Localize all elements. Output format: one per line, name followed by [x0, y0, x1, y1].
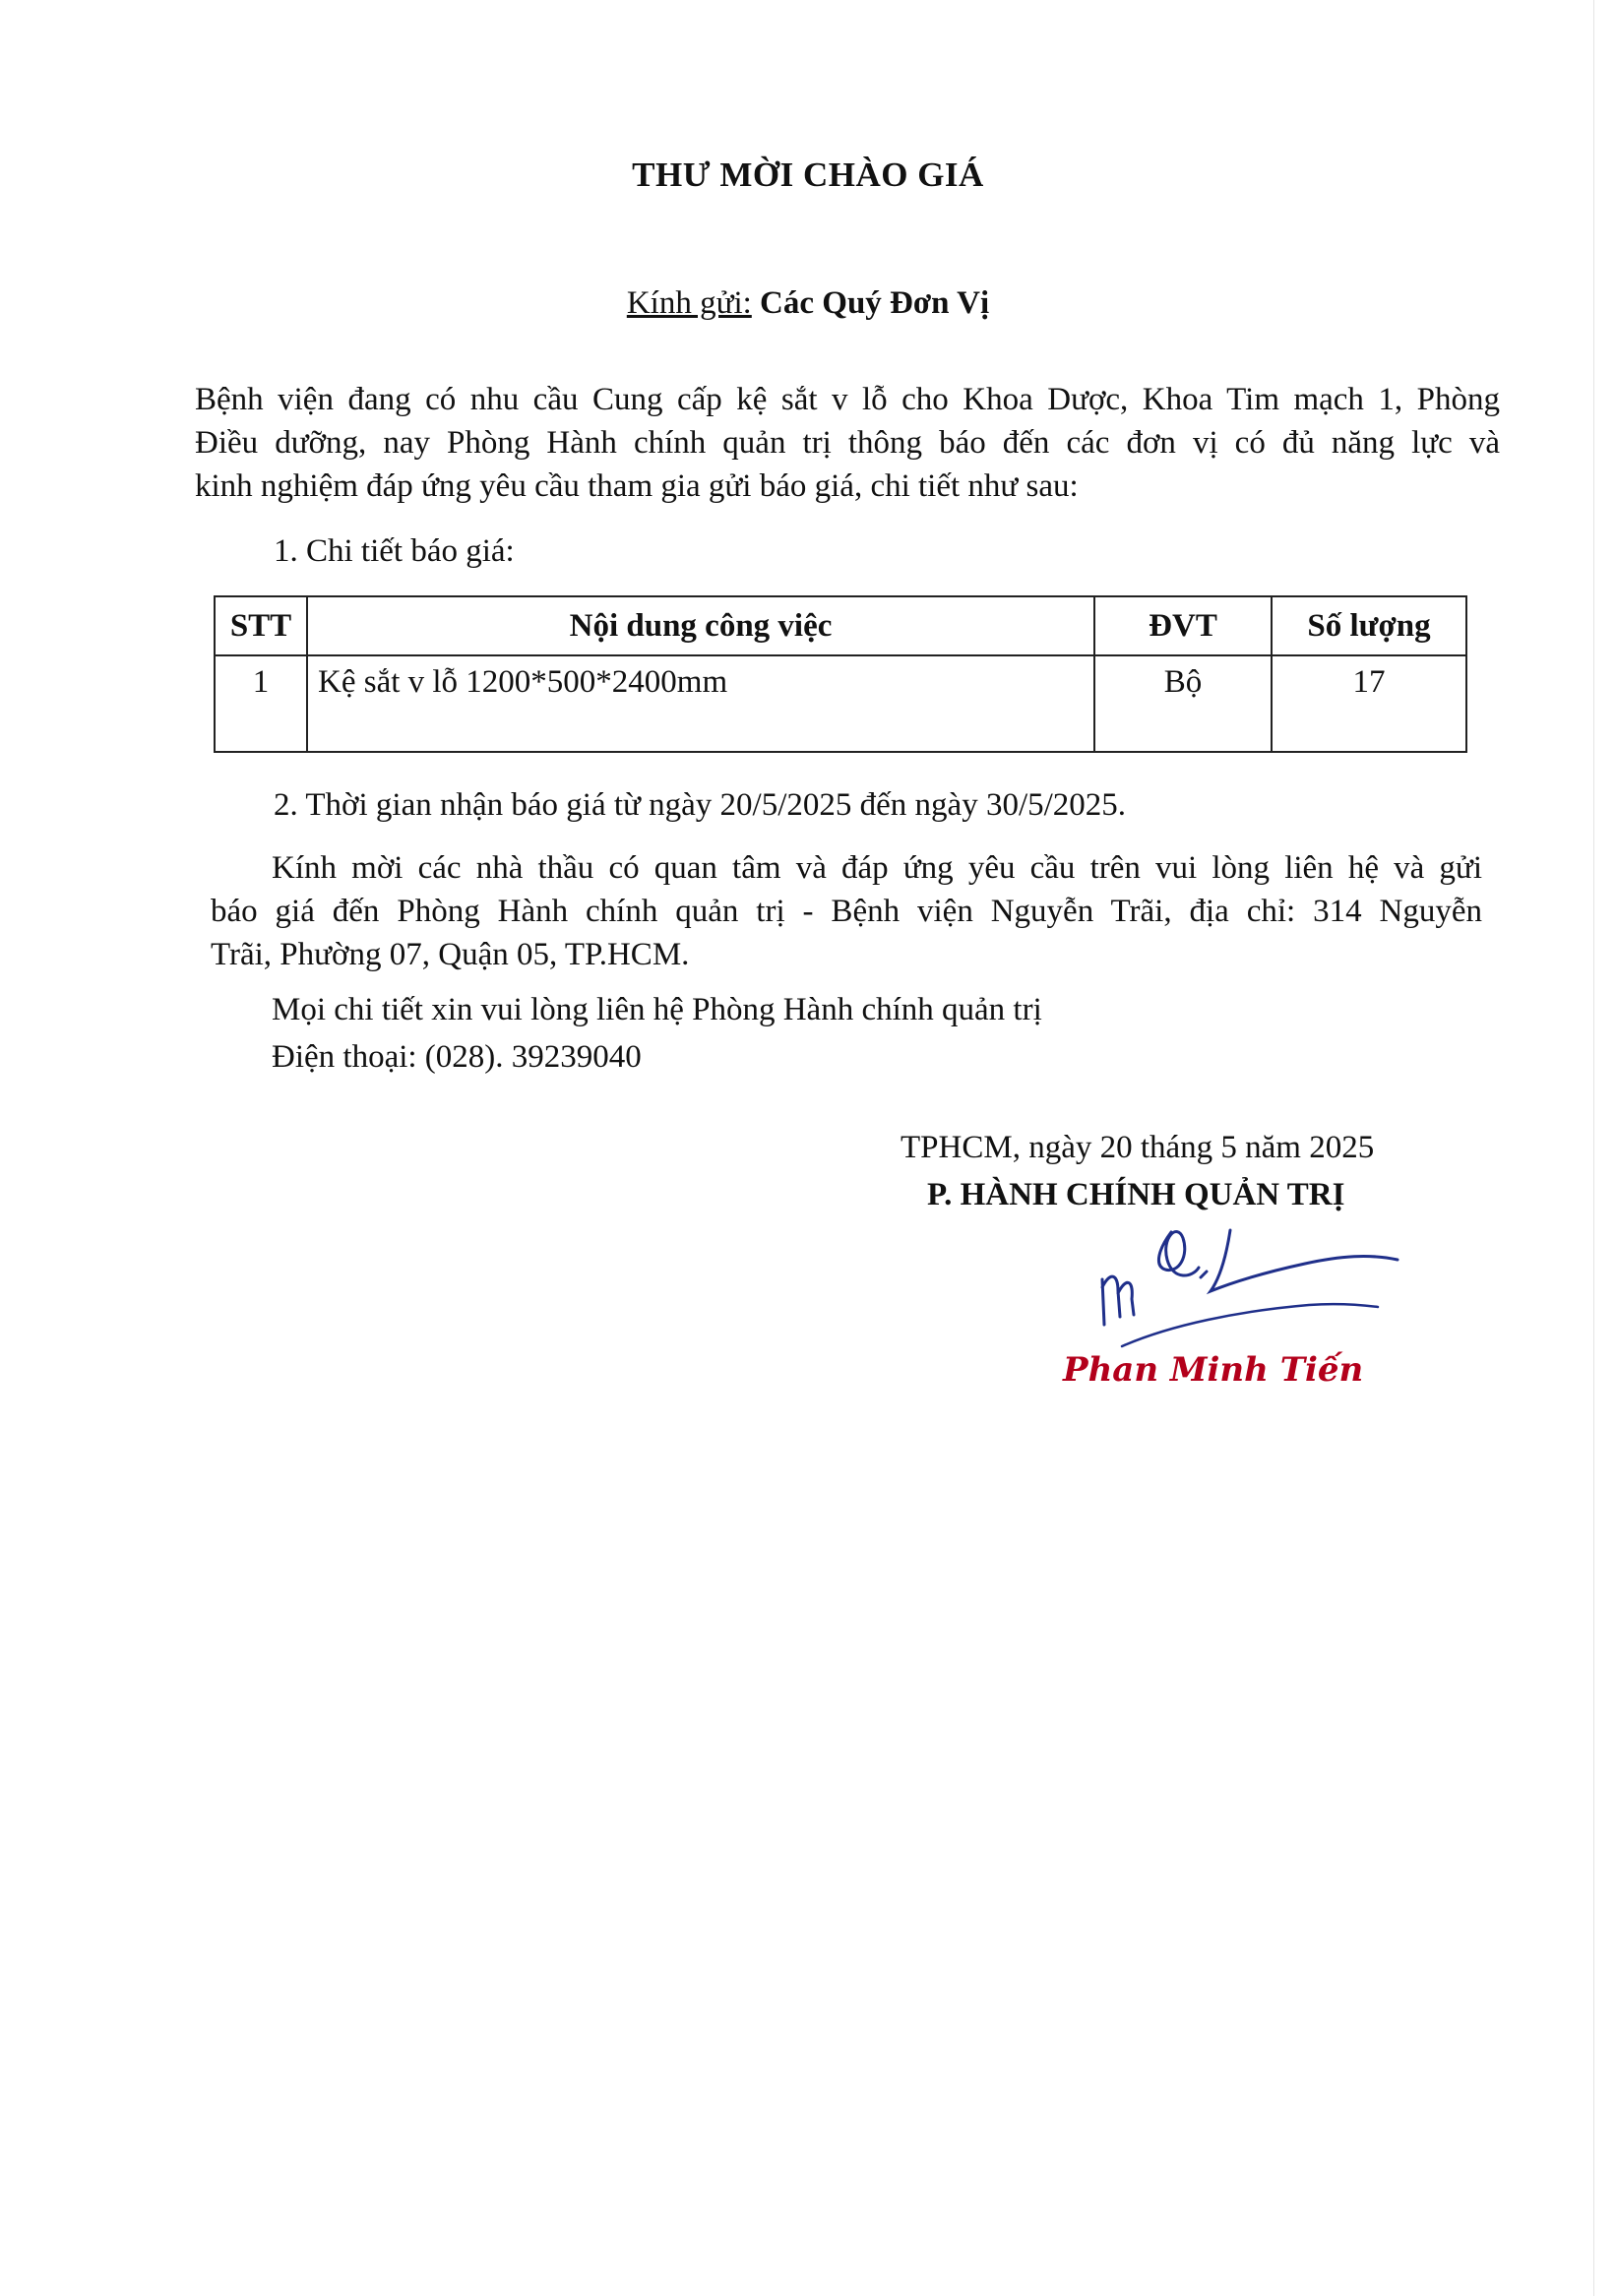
table-header-row	[215, 596, 1466, 655]
handwritten-signature	[1083, 1209, 1407, 1356]
table-row	[215, 655, 1466, 752]
signature-department: P. HÀNH CHÍNH QUẢN TRỊ	[927, 1177, 1345, 1212]
recipient-line	[0, 285, 1616, 322]
page-edge	[1593, 0, 1594, 2296]
item-2-deadline: 2. Thời gian nhận báo giá từ ngày 20/5/2025 đến ngày 30/5/2025.	[274, 787, 1127, 823]
cell-quantity: 17	[1272, 655, 1466, 752]
document-title: THƯ MỜI CHÀO GIÁ	[632, 155, 984, 194]
quote-table	[214, 595, 1467, 753]
intro-line: Bệnh viện đang có nhu cầu Cung cấp kệ sắt v lỗ cho Khoa Dược, Khoa Tim mạch 1, Phòng	[195, 382, 1500, 417]
signature-stroke	[1211, 1230, 1398, 1291]
closing-line: Trãi, Phường 07, Quận 05, TP.HCM.	[211, 937, 690, 972]
header-quantity: Số lượng	[1272, 596, 1466, 655]
signer-name: Phan Minh Tiến	[1063, 1350, 1364, 1390]
phone-line: Điện thoại: (028). 39239040	[272, 1039, 642, 1075]
signature-date: TPHCM, ngày 20 tháng 5 năm 2025	[901, 1130, 1375, 1165]
closing-paragraph	[211, 846, 1482, 976]
intro-line: Điều dưỡng, nay Phòng Hành chính quản trị thông báo đến các đơn vị có đủ năng lực và	[195, 425, 1500, 461]
contact-line: Mọi chi tiết xin vui lòng liên hệ Phòng Hành chính quản trị	[272, 992, 1042, 1027]
intro-line: kinh nghiệm đáp ứng yêu cầu tham gia gửi báo giá, chi tiết như sau:	[195, 468, 1079, 504]
closing-line: Kính mời các nhà thầu có quan tâm và đáp ứng yêu cầu trên vui lòng liên hệ và gửi	[272, 850, 1482, 886]
recipient-label: Kính gửi:	[626, 285, 752, 321]
item-1-heading: 1. Chi tiết báo giá:	[274, 533, 515, 569]
recipient-value: Các Quý Đơn Vị	[760, 285, 990, 321]
cell-description: Kệ sắt v lỗ 1200*500*2400mm	[307, 655, 1094, 752]
header-stt: STT	[215, 596, 307, 655]
closing-line: báo giá đến Phòng Hành chính quản trị - Bệnh viện Nguyễn Trãi, địa chỉ: 314 Nguyễn	[211, 894, 1482, 929]
signature-stroke	[1102, 1276, 1134, 1325]
header-unit: ĐVT	[1094, 596, 1272, 655]
signature-stroke	[1122, 1304, 1378, 1346]
intro-paragraph	[195, 378, 1500, 508]
header-description: Nội dung công việc	[307, 596, 1094, 655]
cell-unit: Bộ	[1094, 655, 1272, 752]
cell-stt: 1	[215, 655, 307, 752]
signature-stroke	[1158, 1232, 1207, 1277]
